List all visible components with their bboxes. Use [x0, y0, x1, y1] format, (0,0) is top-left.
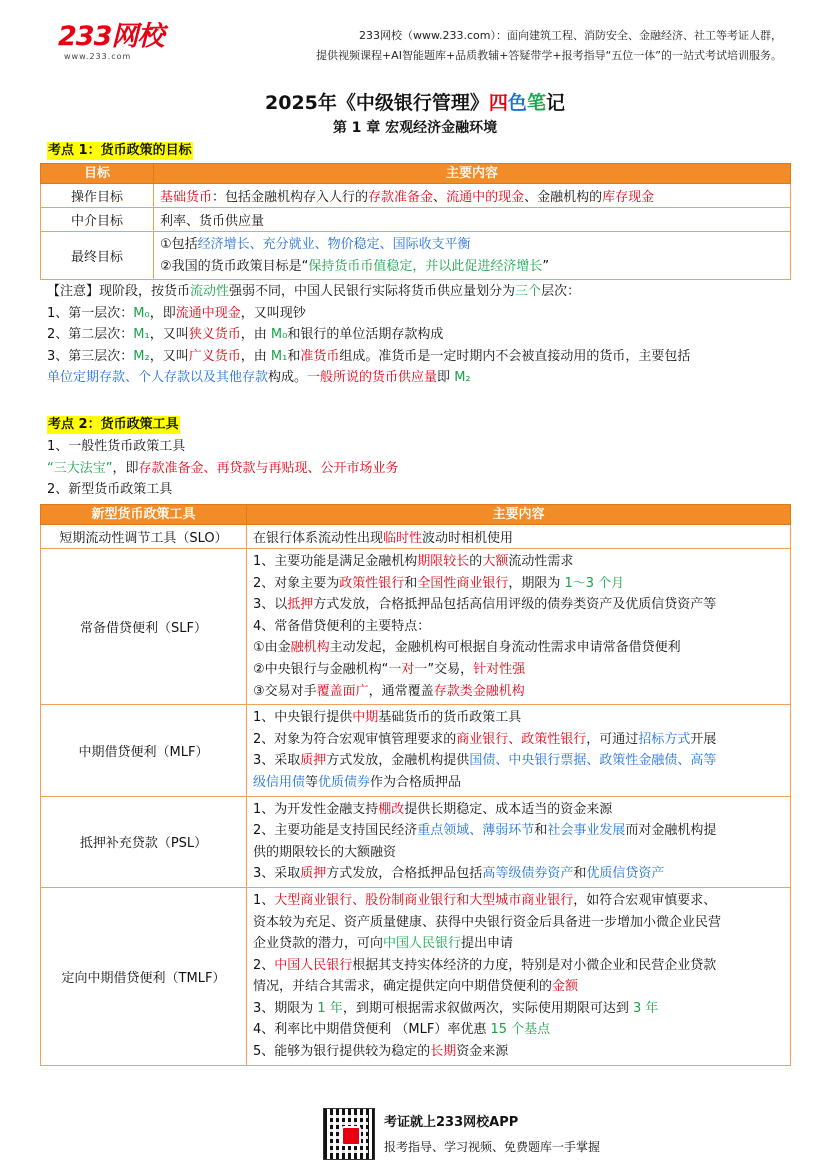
- tool-name: 短期流动性调节工具（SLO）: [41, 525, 247, 549]
- key-point-2-heading: 考点 2：货币政策工具: [48, 417, 179, 432]
- key-point-1-heading: 考点 1：货币政策的目标: [48, 143, 192, 158]
- tool-content: 1、为开发性金融支持棚改提供长期稳定、成本适当的资金来源 2、主要功能是支持国民经济重点领域、薄弱环节和社会事业发展而对金融机构提 供的期限较长的大额融资 3、采取质押方式发放，合格抵押品包括高等级债券资产和优质信贷资产: [247, 796, 791, 887]
- list-item: 1、第一层次：M₀，即流通中现金，又叫现钞: [47, 305, 306, 321]
- header-line-1: 233网校（www.233.com）：面向建筑工程、消防安全、金融经济、社工等考证人群，: [359, 29, 782, 42]
- row-content: 基础货币：包括金融机构存入人行的存款准备金、流通中的现金、金融机构的库存现金: [154, 184, 791, 208]
- table-row: [41, 705, 791, 796]
- tool-name: 抵押补充贷款（PSL）: [41, 796, 247, 887]
- note-line: 【注意】现阶段，按货币流动性强弱不同，中国人民银行实际将货币供应量划分为三个层次：: [47, 284, 581, 299]
- row-label: 中介目标: [41, 208, 154, 232]
- tool-content: 在银行体系流动性出现临时性波动时相机使用: [247, 525, 791, 549]
- section-item: “三大法宝”，即存款准备金、再贷款与再贴现、公开市场业务: [47, 460, 399, 476]
- tool-content: 1、主要功能是满足金融机构期限较长的大额流动性需求 2、对象主要为政策性银行和全国性商业银行，期限为 1～3 个月 3、以抵押方式发放，合格抵押品包括高信用评级的债券类资产及优质信贷资产等 4、常备借贷便利的主要特点： ①由金融机构主动发起，金融机构可根据自身流动性需求申请常备借贷便利 ②中央银行与金融机构“一对一”交易，针对性强 ③交易对手覆盖面广，通常覆盖存款类金融机构: [247, 549, 791, 705]
- list-item: 3、第三层次：M₂，又叫广义货币，由 M₁和准货币组成。准货币是一定时期内不会被直接动用的货币，主要包括: [47, 348, 691, 364]
- table-row: [41, 887, 791, 1065]
- logo-url: www.233.com: [64, 52, 132, 61]
- table-row: [41, 796, 791, 887]
- table-header-row: [41, 164, 791, 184]
- table-header-row: [41, 505, 791, 525]
- list-item: 2、第二层次：M₁，又叫狭义货币，由 M₀和银行的单位活期存款构成: [47, 327, 444, 342]
- new-tools-table: [40, 504, 791, 1066]
- monetary-targets-table: [40, 163, 791, 280]
- tool-content: 1、大型商业银行、股份制商业银行和大型城市商业银行，如符合宏观审慎要求、 资本较为充足、资产质量健康、获得中央银行资金后具备进一步增加小微企业民营 企业贷款的潜力，可向中国人民银行提出申请 2、中国人民银行根据其支持实体经济的力度，特别是对小微企业和民营企业贷款 情况，并结合其需求，确定提供定向中期借贷便利的金额 3、期限为 1 年，到期可根据需求叙做两次，实际使用期限可达到 3 年 4、利率比中期借贷便利 （MLF）率优惠 15 个基点 5、能够为银行提供较为稳定的长期资金来源: [247, 887, 791, 1065]
- page-footer: [0, 1100, 830, 1170]
- table-row: [41, 525, 791, 549]
- table-row: [41, 208, 791, 232]
- list-item: 单位定期存款、个人存款以及其他存款构成。一般所说的货币供应量即 M₂: [47, 370, 471, 385]
- column-header: 主要内容: [247, 505, 791, 525]
- column-header: 主要内容: [154, 164, 791, 184]
- brand-logo[interactable]: [58, 22, 178, 64]
- tool-name: 定向中期借贷便利（TMLF）: [41, 887, 247, 1065]
- table-row: [41, 232, 791, 280]
- table-row: [41, 549, 791, 705]
- app-promo-title: 考证就上233网校APP: [384, 1115, 519, 1130]
- tool-name: 常备借贷便利（SLF）: [41, 549, 247, 705]
- section-item: 1、一般性货币政策工具: [47, 439, 186, 454]
- table-row: [41, 184, 791, 208]
- tools-intro: [47, 436, 787, 501]
- header-description: [282, 26, 782, 66]
- qr-code-icon[interactable]: [323, 1108, 375, 1160]
- tool-name: 中期借贷便利（MLF）: [41, 705, 247, 796]
- row-content: 利率、货币供应量: [154, 208, 791, 232]
- row-label: 最终目标: [41, 232, 154, 280]
- page-header: [0, 0, 830, 76]
- logo-text: 233网校: [58, 21, 164, 52]
- row-label: 操作目标: [41, 184, 154, 208]
- row-content: ①包括经济增长、充分就业、物价稳定、国际收支平衡 ②我国的货币政策目标是“保持货币币值稳定，并以此促进经济增长”: [154, 232, 791, 280]
- note-block: [47, 281, 787, 389]
- document-title: 2025年《中级银行管理》四色笔记: [265, 92, 565, 114]
- column-header: 目标: [41, 164, 154, 184]
- header-line-2: 提供视频课程+AI智能题库+品质教辅+答疑带学+报考指导“五位一体”的一站式考试培训服务。: [315, 49, 782, 62]
- section-item: 2、新型货币政策工具: [47, 482, 173, 497]
- app-promo-subtitle: 报考指导、学习视频、免费题库一手掌握: [384, 1140, 601, 1154]
- column-header: 新型货币政策工具: [41, 505, 247, 525]
- chapter-title: 第 1 章 宏观经济金融环境: [332, 120, 498, 136]
- tool-content: 1、中央银行提供中期基础货币的货币政策工具 2、对象为符合宏观审慎管理要求的商业银行、政策性银行，可通过招标方式开展 3、采取质押方式发放，金融机构提供国债、中央银行票据、政策性金融债、高等 级信用债等优质债券作为合格质押品: [247, 705, 791, 796]
